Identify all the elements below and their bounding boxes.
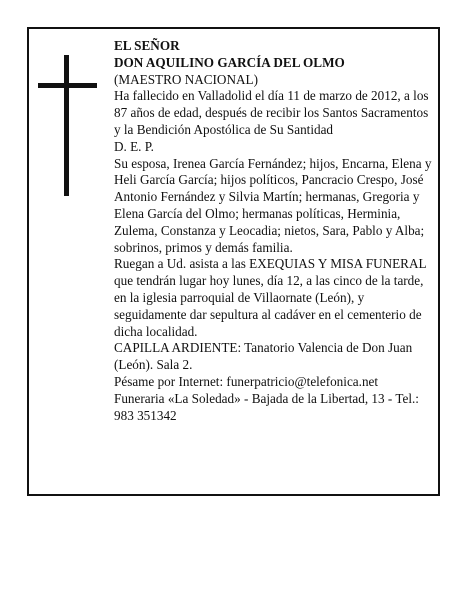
deceased-name: DON AQUILINO GARCÍA DEL OLMO: [114, 54, 345, 70]
rip: D. E. P.: [114, 138, 154, 154]
obituary-text: [114, 38, 436, 424]
family-paragraph: Su esposa, Irenea García Fernández; hijos, Encarna, Elena y Heli García García; hijos políticos, Pancracio Crespo, José Antonio Fernández y Silvia Martín; hermanas, Gregoria y Elena García del Olmo; hermanas políticas, Herminia, Zulema, Constanza y Leocadia; nietos, Sara, Pablo y Alba; sobrinos, primos y demás familia.: [114, 155, 432, 255]
cross-horizontal-bar: [38, 83, 97, 88]
chapel-info: CAPILLA ARDIENTE: Tanatorio Valencia de Don Juan (León). Sala 2.: [114, 340, 413, 373]
title-line: EL SEÑOR: [114, 38, 180, 53]
funeral-request: Ruegan a Ud. asista a las EXEQUIAS Y MISA FUNERAL que tendrán lugar hoy lunes, día 12, a las cinco de la tarde, en la iglesia parroquial de Villaornate (León), y seguidamente dar sepultura al cadáver en el cementerio de dicha localidad.: [114, 256, 427, 339]
cross-vertical-bar: [64, 55, 69, 196]
funeral-home: Funeraria «La Soledad» - Bajada de la Libertad, 13 - Tel.: 983 351342: [114, 390, 419, 423]
death-notice: Ha fallecido en Valladolid el día 11 de marzo de 2012, a los 87 años de edad, después de recibir los Santos Sacramentos y la Bendición Apostólica de Su Santidad: [114, 88, 429, 137]
deceased-profession: (MAESTRO NACIONAL): [114, 71, 258, 87]
condolences-email: Pésame por Internet: funerpatricio@telefonica.net: [114, 373, 379, 389]
